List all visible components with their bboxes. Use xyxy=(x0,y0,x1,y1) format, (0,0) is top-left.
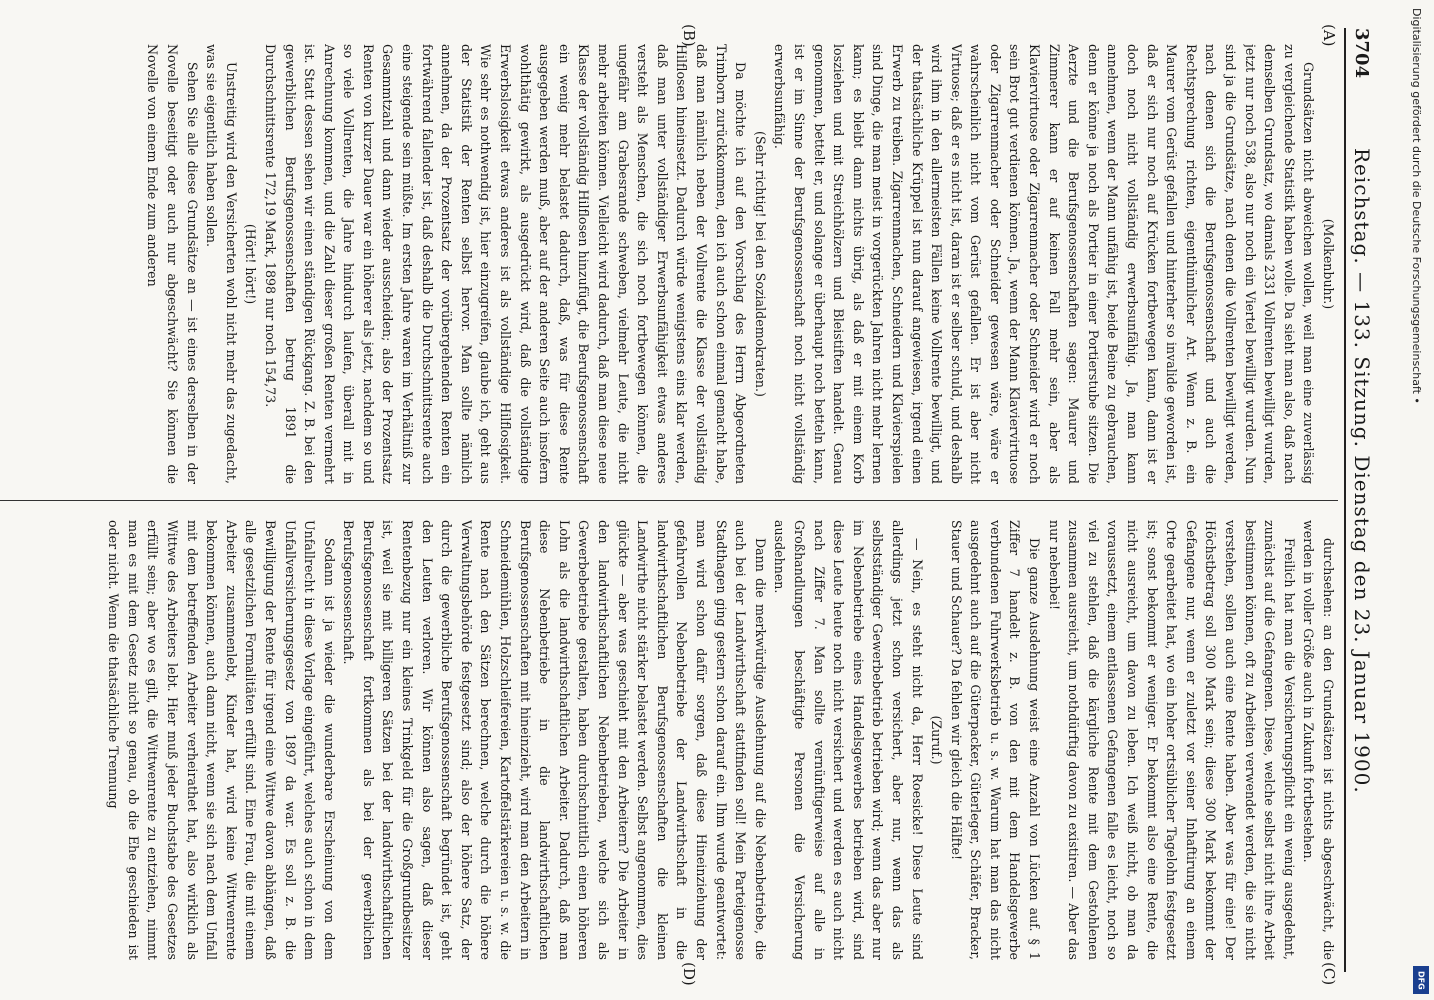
footer-strip xyxy=(1402,0,1434,1000)
margin-mark-d: (D) xyxy=(680,962,698,986)
paragraph: Sehen Sie alle diese Grundsätze an — ist eines derselben in der Novelle beseitigt oder auch nur abgeschwächt? Sie können die Novelle von einem Ende zum anderen xyxy=(145,44,200,484)
paragraph: durchsehen: an den Grundsätzen ist nichts abgeschwächt, die werden in voller Größe auch in Zukunft fortbestehen. xyxy=(1301,520,1336,960)
paragraph: Dann die merkwürdige Ausdehnung auf die Nebenbetriebe, die auch bei der Landwirthschaft stattfinden soll! Mein Parteigenosse Stadthagen ging gestern schon darauf ein. Ihm wurde geantwortet: man wird schon dafür sorgen, daß diese Hineinziehung der gefahrvollen Nebenbetriebe der Landwirthschaft in die landwirthschaftlichen Berufsgenossenschaften die kleinen Landwirthe nicht stärker belastet werden. Selbst angenommen, dies glückte — aber was geschieht mit den Arbeitern? Die Arbeiter in den landwirthschaftlichen Nebenbetrieben, welche sich als Gewerbebetriebe gestalten, haben durchschnittlich einen höheren Lohn als die landwirthschaftlichen Arbeiter. Dadurch, daß man diese Nebenbetriebe in die landwirthschaftlichen Berufsgenossenschaften mit hineinzieht, wird man den Arbeitern in Schneidemühlen, Holzschleifereien, Kartoffelstärkereien u. s. w. die Rente nach den Sätzen berechnen, welche durch die höhere Verwaltungsbehörde festgesetzt sind; also der höhere Satz, der durch die gewerbliche Berufsgenossenschaft begründet ist, geht den Leuten verloren. Wir können also sagen, daß dieser Rentenbezug nur ein kleines Trinkgeld für die Großgrundbesitzer ist, weil sie mit billigeren Sätzen bei der landwirthschaftlichen Berufsgenossenschaft fortkommen als bei der gewerblichen Berufsgenossenschaft. xyxy=(341,520,768,960)
speaker-name: (Molkenbuhr.) xyxy=(1321,218,1336,310)
column-divider xyxy=(0,500,1338,501)
page-title: Reichstag. — 133. Sitzung. Dienstag den 23. Januar 1900. xyxy=(1350,148,1374,794)
right-column xyxy=(0,520,1338,960)
page-number: 3704 xyxy=(1351,28,1372,79)
interjection: (Sehr richtig! bei den Sozialdemokraten.) xyxy=(752,131,768,397)
digitization-credit: Digitalisierung gefördert durch die Deutsche Forschungsgemeinschaft • xyxy=(1410,8,1423,404)
paragraph: — Nein, es steht nicht da, Herr Roesicke! Diese Leute sind allerdings jetzt schon versichert, aber nur, wenn das als selbstständiger Gewerbebetrieb betrieben wird; wenn das aber nur im Nebenbetriebe eines Handelsgewerbes betrieben wird, sind diese Leute heute noch nicht versichert und werden es auch nicht nach Ziffer 7. Man sollte vernünftigerweise auf alle in Großhandlungen beschäftigte Personen die Versicherung ausdehnen. xyxy=(772,520,925,960)
page-header xyxy=(1344,28,1374,972)
paragraph: Die ganze Ausdehnung weist eine Anzahl von Lücken auf. § 1 Ziffer 7 handelt z. B. von den mit dem Handelsgewerbe verbundenen Fuhrwerksbetrieb u. s. w. Warum hat man das nicht ausgedehnt auch auf die Güterpacker, Güterleger, Schäfer, Bracker, Stauer und Schauer? Da fehlen wir gleich die Hälfte! xyxy=(948,520,1043,960)
dfg-logo-icon: DFG xyxy=(1413,966,1429,994)
margin-mark-a: (A) xyxy=(1320,24,1338,47)
interjection: (Hört! hört!) xyxy=(243,223,259,305)
margin-mark-c: (C) xyxy=(1320,962,1338,986)
paragraph: Unstreitig wird den Versicherten wohl nicht mehr das zugedacht, was sie eigentlich haben sollen. xyxy=(204,44,239,484)
margin-mark-b: (B) xyxy=(680,24,698,47)
interjection: (Zuruf.) xyxy=(929,715,945,765)
left-column xyxy=(0,44,1338,484)
paragraph: Da möchte ich auf den Vorschlag des Herrn Abgeordneten Trimborn zurückkommen, den ich auch schon einmal gemacht habe, daß man nämlich neben der Vollrente die Klasse der vollständig Hilflosen hineinsetzt. Dadurch würde wenigstens eins klar werden, daß man unter vollständiger Erwerbsunfähigkeit etwas anderes versteht als Menschen, die sich noch fortbewegen können, die ungefähr am Grabesrande schweben, vielmehr Leute, die nicht mehr arbeiten können. Vielleicht wird dadurch, daß man diese neue Klasse der vollständig Hilflosen hinzufügt, die Berufsgenossenschaft ein wenig mehr belastet dadurch, daß, was für diese Rente ausgegeben werden muß, aber auf der anderen Seite auch insofern wohlthätig gewirkt, als ausgedrückt wird, daß die vollständige Erwerbslosigkeit etwas anderes ist als vollständige Hilflosigkeit. Wie sehr es nothwendig ist, hier einzugreifen, glaube ich, geht aus der Statistik der Renten selbst hervor. Man sollte nämlich annehmen, da der Prozentsatz der vorübergehenden Renten ein fortwährend fallender ist, daß deshalb die Durchschnittsrente auch eine steigende sein müßte. Im ersten Jahre waren im Verhältniß zur Gesammtzahl und dann wieder ausscheiden; also der Prozentsatz Renten von kurzer Dauer war ein höherer als jetzt, nachdem so und so viele Vollrenten, die Jahre hindurch laufen, überall mit in Anrechnung kommen, und die Zahl dieser großen Renten vermehrt ist. Statt dessen sehen wir einen ständigen Rückgang. Z. B. bei den gewerblichen Berufsgenossenschaften betrug 1891 die Durchschnittsrente 172,19 Mark, 1898 nur noch 154,73. xyxy=(262,44,749,484)
paragraph: Freilich hat man die Versicherungspflicht ein wenig ausgedehnt, zunächst auf die Gefangenen. Diese, welche selbst nicht ihre Arbeit bestimmen können, oft zu Arbeiten verwendet werden, die sie nicht verstehen, sollen auch eine Rente haben. Aber was für eine! Der Höchstbetrag soll 300 Mark sein; diese 300 Mark bekommt der Gefangene nur, wenn er zuletzt vor seiner Inhaftirung an einem Orte gearbeitet hat, wo ein hoher ortsüblicher Tagelohn festgesetzt ist; sonst bekommt er weniger. Er bekommt also eine Rente, die nicht ausreicht, um davon zu leben. Ich weiß nicht, ob man da voraussetzt, einem entlassenen Gefangenen falle es leicht, noch so viel zu stehlen, daß die kärgliche Rente mit dem Gestohlenen zusammen ausreicht, um nothdürftig davon zu existiren. — Aber das nur nebenbei! xyxy=(1046,520,1297,960)
paragraph: Grundsätzen nicht abweichen wollen, weil man eine zuverlässig zu vergleichende Statistik haben wolle. Da sieht man also, daß nach demselben Grundsatz, wo damals 2331 Vollrenten bewilligt wurden, jetzt nur noch 538, also nur noch ein Viertel bewilligt wurden. Nun sind ja die Grundsätze, nach denen die Vollrenten bewilligt werden, nach denen sich die Berufsgenossenschaft und auch die Rechtsprechung richten, eigenthümlicher Art. Wenn z. B. ein Maurer vom Gerüst gefallen und hinterher so invalide geworden ist, daß er sich nur noch auf Krücken fortbewegen kann, dann ist er doch noch nicht vollständig erwerbsunfähig. Ja, man kann annehmen, wenn der Mann unfähig ist, beide Beine zu gebrauchen, denn er könne ja noch als Portier in einer Portierstube sitzen. Die Aerzte und die Berufsgenossenschaften sagen: Maurer und Zimmerer kann er auf keinen Fall mehr sein, aber als Klaviervirtuose oder Zigarrenmacher oder Schneider wird er noch sein Brot gut verdienen können. Ja, wenn der Mann Klaviervirtuose oder Zigarrenmacher oder Schneider gewesen wäre, wäre er wahrscheinlich nicht vom Gerüst gefallen. Er ist aber nicht Virtuose; daß er es nicht ist, daran ist er selber schuld, und deshalb wird ihm in den allermeisten Fällen keine Vollrente bewilligt, und der thatsächliche Krüppel ist nun darauf angewiesen, irgend einen Erwerb zu treiben. Zigarrenmachen, Schneidern und Klavierspielen sind Dinge, die man meist in vorgerückten Jahren nicht mehr lernen kann; es bleibt dann nichts übrig, als daß er mit einem Korb losziehen und mit Streichhölzern und Bleistiften handelt. Genau genommen, bettelt er, und solange er überhaupt noch betteln kann, ist er im Sinne der Berufsgenossenschaft noch nicht vollständig erwerbsunfähig. xyxy=(772,44,1317,484)
paragraph: Sodann ist ja wieder die wunderbare Erscheinung von dem Unfallrecht in diese Vorlage eingeführt, welches auch schon in dem Unfallversicherungsgesetz von 1897 da war. Es soll z. B. die Bewilligung der Rente für irgend eine Wittwe davon abhängen, daß alle gesetzlichen Formalitäten erfüllt sind. Eine Frau, die mit einem Arbeiter zusammenlebt, Kinder hat, wird keine Wittwenrente bekommen können, auch dann nicht, wenn sie sich nach dem Unfall mit dem betreffenden Arbeiter verheirathet hat, also wirklich als Wittwe des Arbeiters lebt. Hier muß jeder Buchstabe des Gesetzes erfüllt sein; aber wo es gilt, die Wittwenrente zu entziehen, nimmt man es mit dem Gesetz nicht so genau, ob die Ehe geschieden ist oder nicht. Wenn die thatsächliche Trennung xyxy=(106,520,337,960)
